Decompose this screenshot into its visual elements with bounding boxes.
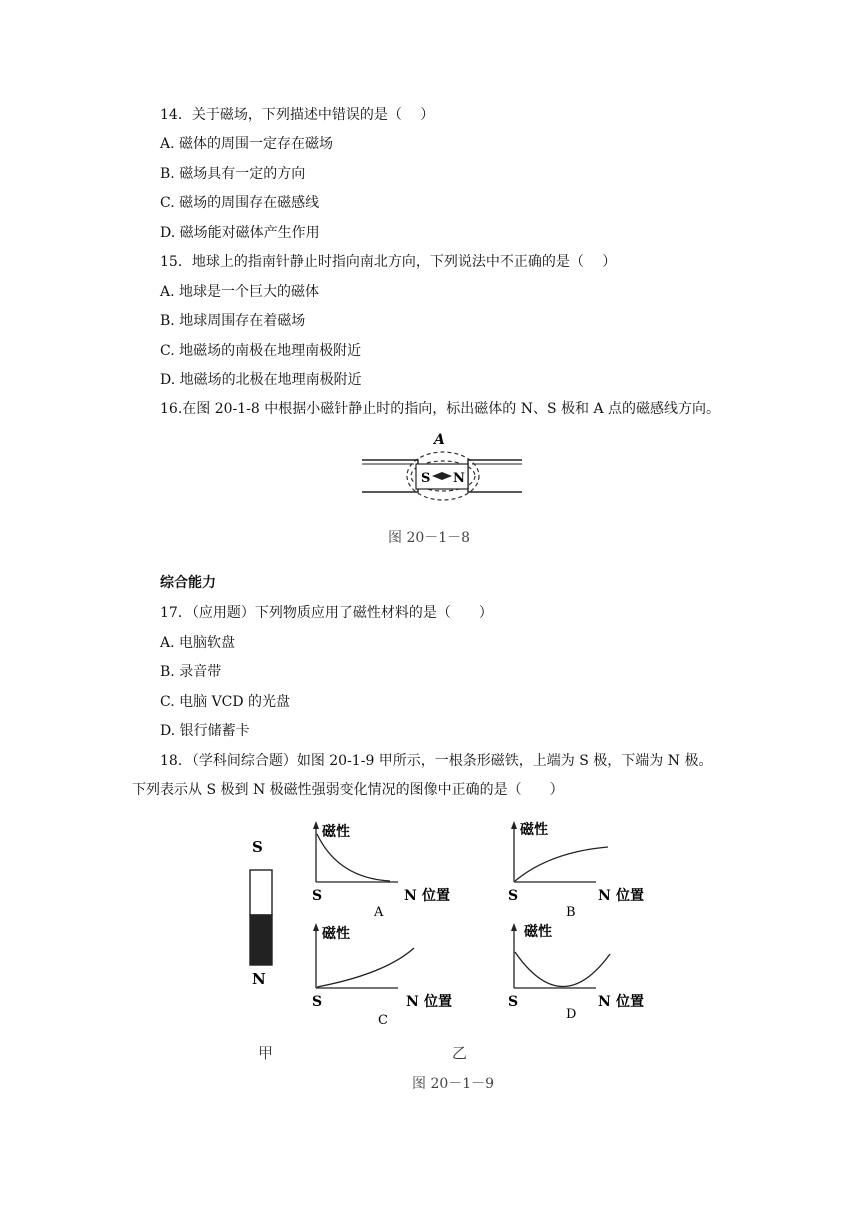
graph-d-y-arrow-icon xyxy=(511,923,517,931)
q14-option-d: D. 磁场能对磁体产生作用 xyxy=(160,225,320,241)
graph-d-curve xyxy=(515,952,610,987)
graph-b-x-origin: S xyxy=(508,888,519,904)
graph-c-x-origin: S xyxy=(312,994,323,1010)
q15-option-b: B. 地球周围存在着磁场 xyxy=(160,313,306,329)
q14-stem: 14．关于磁场，下列描述中错误的是（ ） xyxy=(160,107,435,123)
figure-20-1-9 xyxy=(240,812,670,1097)
q14-option-c: C. 磁场的周围存在磁感线 xyxy=(160,195,320,211)
graph-c-y-label: 磁性 xyxy=(322,926,350,942)
graph-b-curve xyxy=(515,847,608,881)
section-heading: 综合能力 xyxy=(160,575,216,591)
graph-b-y-arrow-icon xyxy=(511,821,517,829)
q17-option-b: B. 录音带 xyxy=(160,664,222,680)
figure-20-1-8-caption: 图 20－1－8 xyxy=(388,530,471,546)
graph-a-curve xyxy=(317,834,390,881)
figure-20-1-9-caption: 图 20－1－9 xyxy=(412,1076,495,1092)
q15-option-a: A. 地球是一个巨大的磁体 xyxy=(160,284,320,300)
graph-d-y-label: 磁性 xyxy=(524,924,552,940)
point-a-label: A xyxy=(434,432,445,448)
q18-stem-line1: 18．（学科间综合题）如图 20-1-9 甲所示，一根条形磁铁，上端为 S 极，下端为 N 极。 xyxy=(160,753,713,769)
q15-stem: 15．地球上的指南针静止时指向南北方向，下列说法中不正确的是（ ） xyxy=(160,254,617,270)
graph-a-x-origin: S xyxy=(312,888,323,904)
graph-a-x-label: 位置 xyxy=(422,888,450,904)
q14-option-b: B. 磁场具有一定的方向 xyxy=(160,166,306,182)
graph-c-y-arrow-icon xyxy=(313,923,319,931)
graph-d-x-origin: S xyxy=(508,994,519,1010)
jia-label: 甲 xyxy=(258,1044,274,1062)
figure-20-1-8 xyxy=(358,426,528,556)
graph-c-curve xyxy=(317,948,414,987)
graph-a-y-arrow-icon xyxy=(313,821,319,829)
graph-d-x-end: N xyxy=(598,994,611,1010)
yi-label: 乙 xyxy=(452,1044,468,1062)
q17-stem: 17．（应用题）下列物质应用了磁性材料的是（ ） xyxy=(160,605,493,621)
q18-stem-line2: 下列表示从 S 极到 N 极磁性强弱变化情况的图像中正确的是（ ） xyxy=(132,782,564,798)
q17-option-d: D. 银行储蓄卡 xyxy=(160,723,250,739)
right-magnet xyxy=(468,460,522,492)
left-magnet xyxy=(362,460,418,492)
graph-c-label: C xyxy=(378,1013,388,1028)
q17-option-c: C. 电脑 VCD 的光盘 xyxy=(160,694,291,710)
graph-a-x-end: N xyxy=(404,888,417,904)
q15-option-c: C. 地磁场的南极在地理南极附近 xyxy=(160,343,362,359)
graph-c-x-end: N xyxy=(406,994,419,1010)
graph-c-x-label: 位置 xyxy=(424,994,452,1010)
graph-d-label: D xyxy=(566,1007,577,1022)
graph-a-y-label: 磁性 xyxy=(322,824,350,840)
needle-right-label: N xyxy=(453,471,465,486)
magnet-s-half xyxy=(250,870,272,915)
graph-b-label: B xyxy=(566,905,576,920)
graph-a-label: A xyxy=(374,905,384,920)
q14-option-a: A. 磁体的周围一定存在磁场 xyxy=(160,136,334,152)
graph-d xyxy=(508,923,644,1022)
graph-b-y-label: 磁性 xyxy=(520,822,548,838)
magnet-n-half xyxy=(250,915,272,965)
needle-left-label: S xyxy=(421,471,431,486)
magnet-s-label: S xyxy=(252,838,263,856)
graph-a xyxy=(312,821,450,920)
graph-b-x-end: N xyxy=(598,888,611,904)
graph-d-x-label: 位置 xyxy=(616,994,644,1010)
graph-c xyxy=(312,923,452,1028)
graph-b xyxy=(508,821,644,920)
magnet-n-label: N xyxy=(252,970,266,988)
q17-option-a: A. 电脑软盘 xyxy=(160,635,236,651)
q16-stem: 16.在图 20-1-8 中根据小磁针静止时的指向，标出磁体的 N、S 极和 A 点的磁感线方向。 xyxy=(160,401,721,417)
q15-option-d: D. 地磁场的北极在地理南极附近 xyxy=(160,372,362,388)
graph-b-x-label: 位置 xyxy=(616,888,644,904)
